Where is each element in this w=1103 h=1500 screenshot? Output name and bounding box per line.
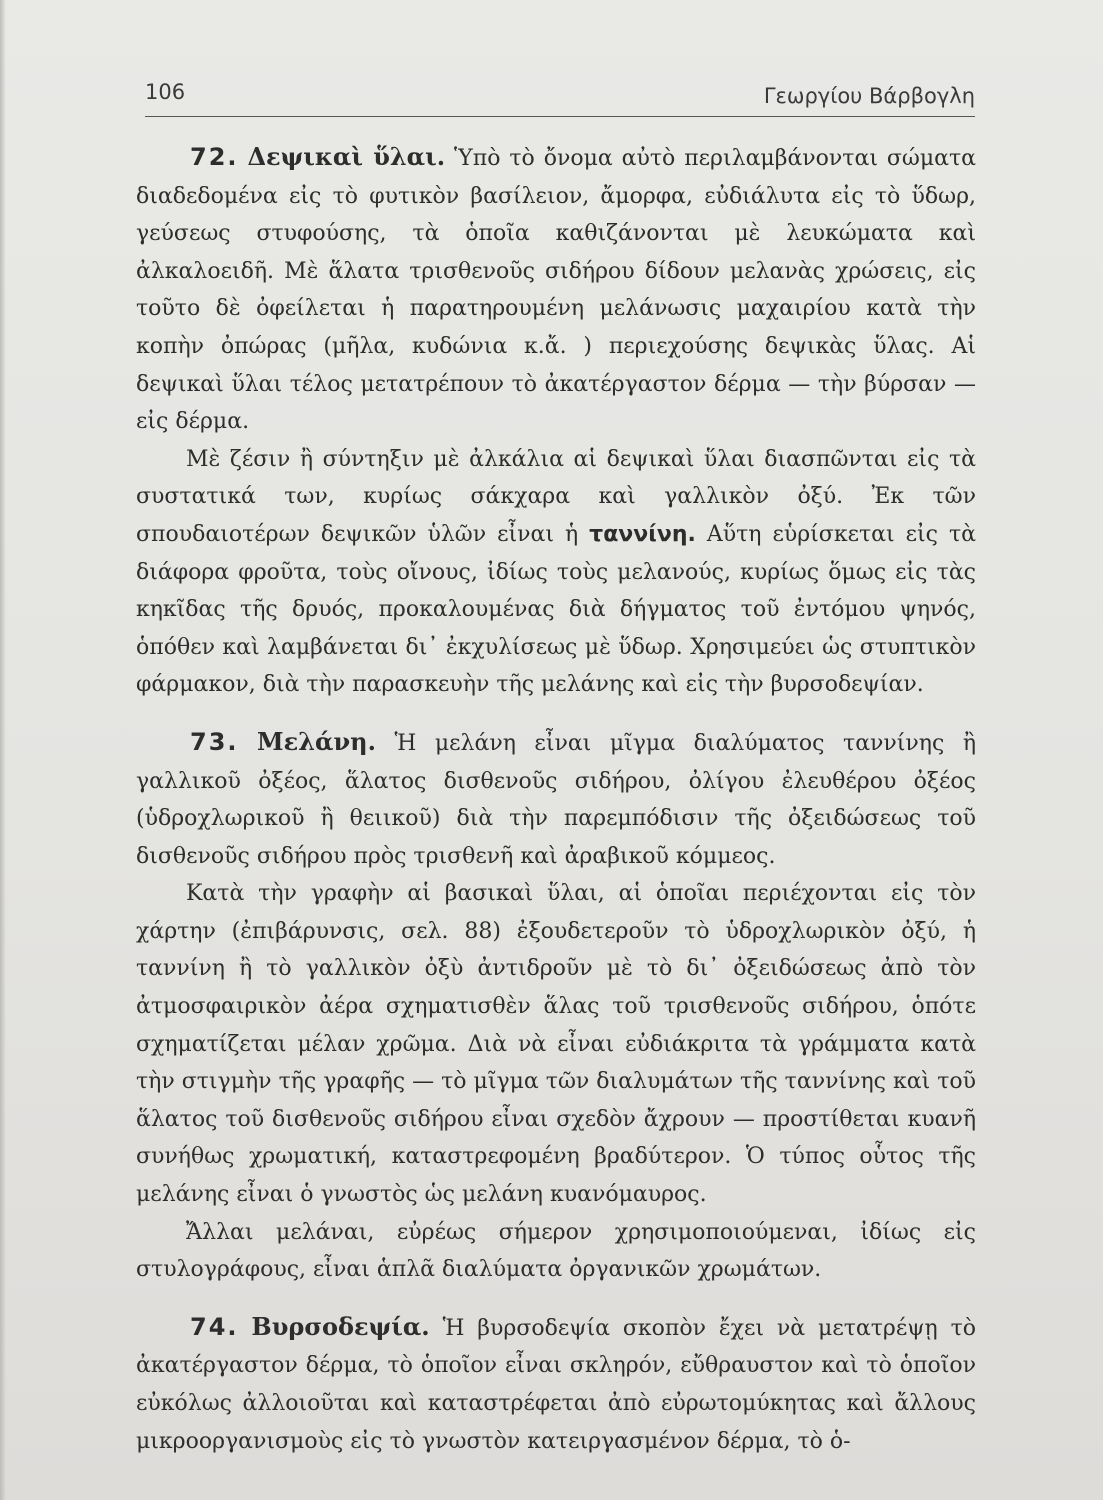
term-tannin: ταννίνη. [589, 521, 696, 547]
section-73-text-2: Κατὰ τὴν γραφὴν αἱ βασικαὶ ὕλαι, αἱ ὁποῖαι περιέχονται εἰς τὸν χάρτην (ἐπιβάρυνσις, σελ. 88) ἐξουδετεροῦν τὸ ὑδροχλωρικὸν ὀξύ, ἡ ταννίνη ἢ τὸ γαλλικὸν ὀξὺ ἀντιδροῦν μὲ τὸ δι᾽ ὀξειδώσεως ἀπὸ τὸν ἀτμοσφαιρικὸν ἀέρα σχηματισθὲν ἅλας τοῦ τρισθενοῦς σιδήρου, ὁπότε σχηματίζεται μέλαν χρῶμα. Διὰ νὰ εἶναι εὐδιάκριτα τὰ γράμματα κατὰ τὴν στιγμὴν τῆς γραφῆς — τὸ μῖγμα τῶν διαλυμάτων τῆς ταννίνης καὶ τοῦ ἅλατος τοῦ δισθενοῦς σιδήρου εἶναι σχεδὸν ἄχρουν — προστίθεται κυανῆ συνήθως χρωματική, καταστρεφομένη βραδύτερον. Ὁ τύπος οὗτος τῆς μελάνης εἶναι ὁ γνωστὸς ὡς μελάνη κυανόμαυρος. [136, 881, 976, 1208]
section-73-number: 73. [190, 727, 239, 756]
section-73-paragraph-1 [136, 723, 976, 875]
section-72-text-2b: Αὕτη εὑρίσκεται εἰς τὰ διάφορα φροῦτα, τοὺς οἴνους, ἰδίως τοὺς μελανούς, κυρίως ὅμως εἰς τὰς κηκῖδας τῆς δρυός, προκαλουμένας διὰ δήγματος τοῦ ἐντόμου ψηνός, ὁπόθεν καὶ λαμβάνεται δι᾽ ἐκχυλίσεως μὲ ὕδωρ. Χρησιμεύει ὡς στυπτικὸν φάρμακον, διὰ τὴν παρασκευὴν τῆς μελάνης καὶ εἰς τὴν βυρσοδεψίαν. [136, 521, 976, 698]
page-body [136, 138, 976, 1460]
section-72-text-2a: Μὲ ζέσιν ἢ σύντηξιν μὲ ἀλκάλια αἱ δεψικαὶ ὕλαι διασπῶνται εἰς τὰ συστατικά των, κυρίως σάκχαρα καὶ γαλλικὸν ὀξύ. Ἐκ τῶν σπουδαιοτέρων δεψικῶν ὑλῶν εἶναι ἡ [136, 446, 976, 547]
section-72-paragraph-2 [136, 441, 976, 704]
section-72-title: Δεψικαὶ ὕλαι. [247, 142, 446, 171]
section-73-text-3: Ἄλλαι μελάναι, εὐρέως σήμερον χρησιμοποιούμεναι, ἰδίως εἰς στυλογράφους, εἶναι ἁπλᾶ διαλύματα ὀργανικῶν χρωμάτων. [136, 1219, 976, 1283]
section-74-paragraph-1 [136, 1308, 976, 1460]
section-72-paragraph-1 [136, 138, 976, 441]
section-74-text-1: Ἡ βυρσοδεψία σκοπὸν ἔχει νὰ μετατρέψῃ τὸ ἀκατέργαστον δέρμα, τὸ ὁποῖον εἶναι σκληρόν, εὔθραυστον καὶ τὸ ὁποῖον εὐκόλως ἀλλοιοῦται καὶ καταστρέφεται ἀπὸ εὐρωτομύκητας καὶ ἄλλους μικροοργανισμοὺς εἰς τὸ γνωστὸν κατειργασμένον δέρμα, τὸ ὁ- [136, 1315, 976, 1454]
section-74-number: 74. [190, 1312, 239, 1341]
running-head-author: Γεωργίου Βάρβογλη [763, 84, 975, 108]
page-header [145, 78, 975, 117]
section-73-title: Μελάνη. [257, 726, 376, 756]
section-72-text-1: Ὑπὸ τὸ ὄνομα αὐτὸ περιλαμβάνονται σώματα διαδεδομένα εἰς τὸ φυτικὸν βασίλειον, ἄμορφα, εὐδιάλυτα εἰς τὸ ὕδωρ, γεύσεως στυφούσης, τὰ ὁποῖα καθιζάνονται μὲ λευκώματα καὶ ἀλκαλοειδῆ. Μὲ ἅλατα τρισθενοῦς σιδήρου δίδουν μελανὰς χρώσεις, εἰς τοῦτο δὲ ὀφείλεται ἡ παρατηρουμένη μελάνωσις μαχαιρίου κατὰ τὴν κοπὴν ὀπώρας (μῆλα, κυδώνια κ.ἄ. ) περιεχούσης δεψικὰς ὕλας. Αἱ δεψικαὶ ὕλαι τέλος μετατρέπουν τὸ ἀκατέργαστον δέρμα — τὴν βύρσαν — εἰς δέρμα. [136, 146, 976, 435]
section-spacer [136, 704, 976, 723]
section-73-paragraph-3 [136, 1214, 976, 1289]
page-number: 106 [145, 80, 186, 104]
section-73-paragraph-2 [136, 875, 976, 1213]
section-74-title: Βυρσοδεψία. [251, 1311, 430, 1341]
section-72-number: 72. [190, 143, 239, 171]
section-spacer [136, 1289, 976, 1308]
section-73-text-1: Ἡ μελάνη εἶναι μῖγμα διαλύματος ταννίνης ἢ γαλλικοῦ ὀξέος, ἅλατος δισθενοῦς σιδήρου, ὀλίγου ἐλευθέρου ὀξέος (ὑδροχλωρικοῦ ἢ θειικοῦ) διὰ τὴν παρεμπόδισιν τῆς ὀξειδώσεως τοῦ δισθενοῦς σιδήρου πρὸς τρισθενῆ καὶ ἀραβικοῦ κόμμεος. [136, 730, 977, 869]
